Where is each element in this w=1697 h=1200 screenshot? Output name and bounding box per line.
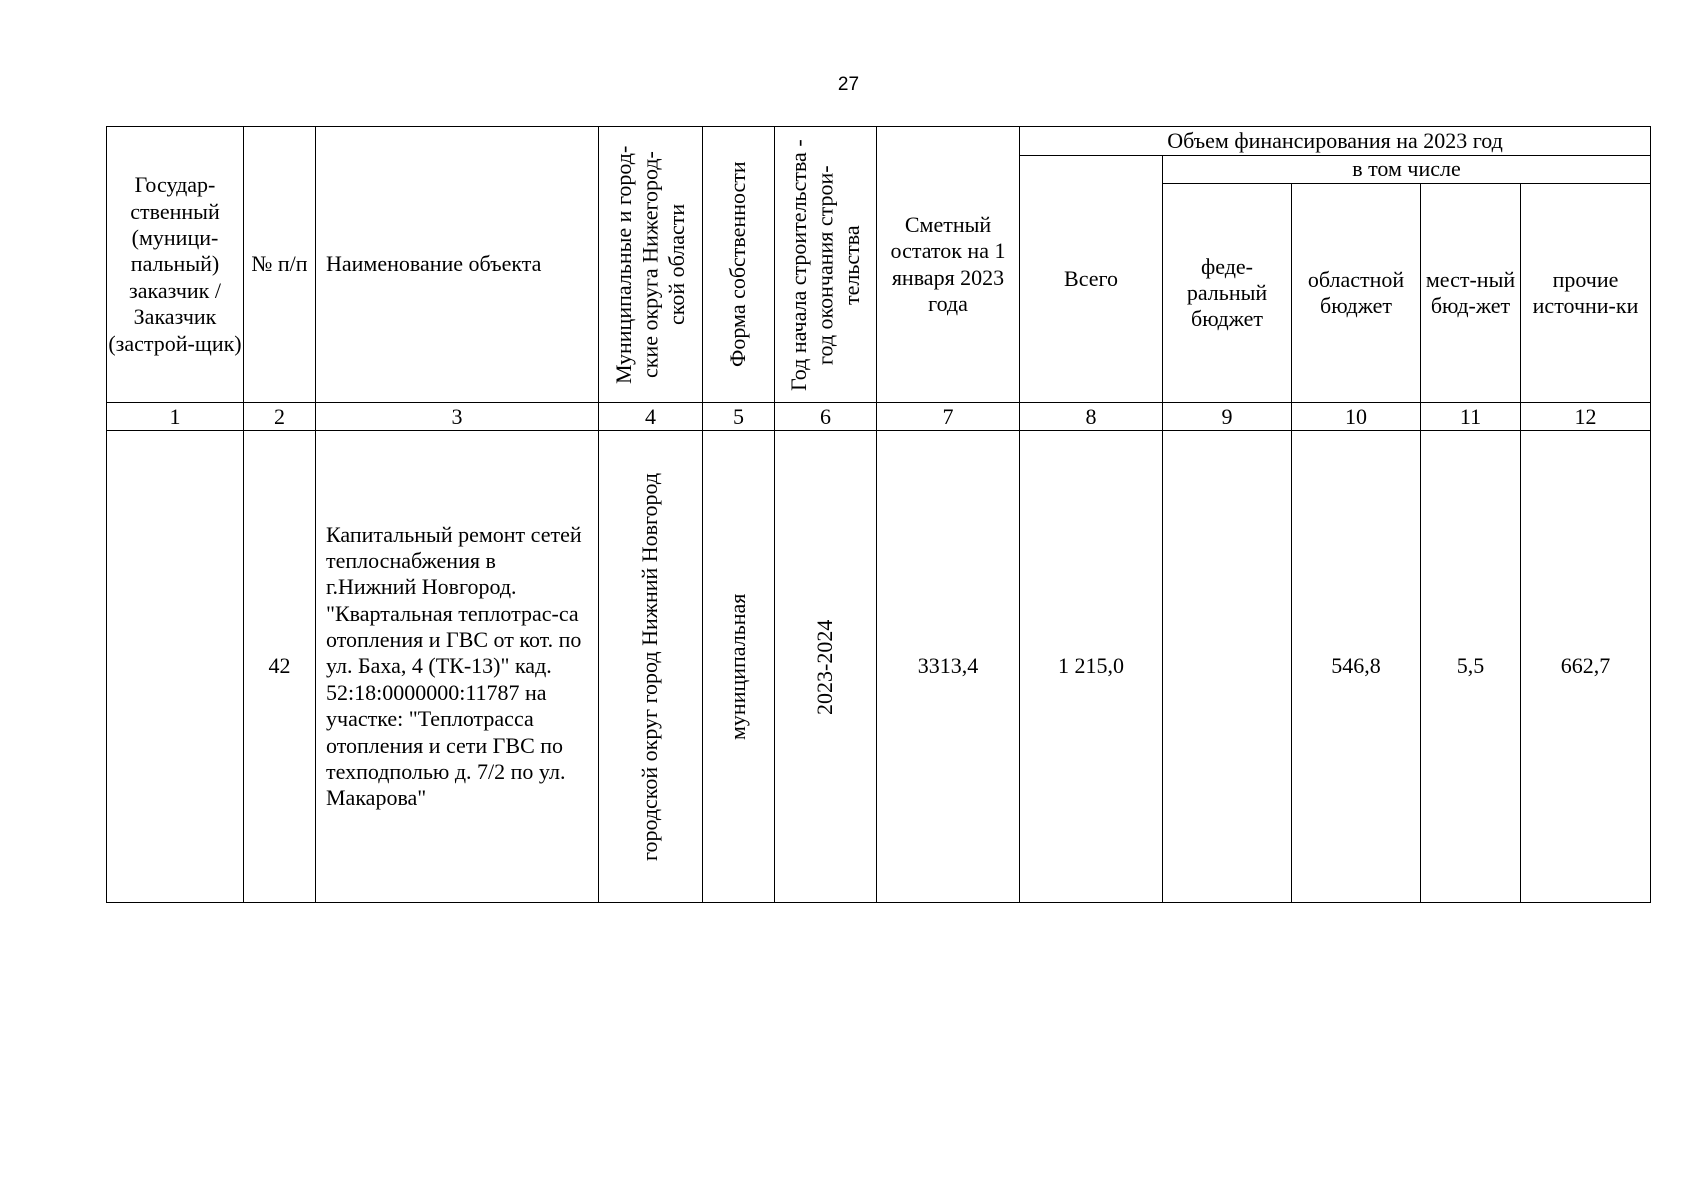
header-years-text: Год начала строительства - год окончания строи-тельства — [785, 138, 864, 391]
column-number: 1 — [107, 403, 244, 431]
cell-years-text: 2023-2024 — [812, 619, 838, 715]
table-row — [107, 431, 1651, 903]
cell-regional: 546,8 — [1292, 431, 1421, 903]
header-other: прочие источни-ки — [1521, 184, 1651, 403]
header-total: Всего — [1020, 156, 1163, 403]
header-object-name: Наименование объекта — [316, 127, 599, 403]
cell-ownership — [703, 431, 775, 903]
cell-municipality-text: городской округ город Нижний Новгород — [637, 472, 663, 861]
header-regional: областной бюджет — [1292, 184, 1421, 403]
column-number: 7 — [877, 403, 1020, 431]
header-municipality-text: Муниципальные и город-ские округа Нижегород-ской области — [610, 145, 689, 384]
column-numbers-row — [107, 403, 1651, 431]
header-federal: феде-ральный бюджет — [1163, 184, 1292, 403]
cell-ownership-text: муниципальная — [725, 593, 751, 740]
header-customer: Государ-ственный (муници-пальный) заказчик / Заказчик (застрой-щик) — [107, 127, 244, 403]
column-number: 4 — [599, 403, 703, 431]
page-number: 27 — [837, 74, 860, 95]
column-number: 11 — [1421, 403, 1521, 431]
header-municipality — [599, 127, 703, 403]
column-number: 6 — [775, 403, 877, 431]
column-number: 10 — [1292, 403, 1421, 431]
header-estimated-balance: Сметный остаток на 1 января 2023 года — [877, 127, 1020, 403]
header-ownership — [703, 127, 775, 403]
cell-object-name: Капитальный ремонт сетей теплоснабжения в г.Нижний Новгород. "Квартальная теплотрас-са отопления и ГВС от кот. по ул. Баха, 4 (ТК-13)" кад. 52:18:0000000:11787 на участке: "Теплотрасса отопления и сети ГВС по техподполью д. 7/2 по ул. Макарова" — [316, 431, 599, 903]
cell-estimated-balance: 3313,4 — [877, 431, 1020, 903]
column-number: 3 — [316, 403, 599, 431]
column-number: 2 — [244, 403, 316, 431]
cell-number: 42 — [244, 431, 316, 903]
cell-total: 1 215,0 — [1020, 431, 1163, 903]
cell-local: 5,5 — [1421, 431, 1521, 903]
cell-federal — [1163, 431, 1292, 903]
cell-municipality — [599, 431, 703, 903]
header-local: мест-ный бюд-жет — [1421, 184, 1521, 403]
header-row-1 — [107, 127, 1651, 156]
cell-years — [775, 431, 877, 903]
cell-other: 662,7 — [1521, 431, 1651, 903]
column-number: 5 — [703, 403, 775, 431]
column-number: 8 — [1020, 403, 1163, 431]
header-number: № п/п — [244, 127, 316, 403]
column-number: 9 — [1163, 403, 1292, 431]
header-ownership-text: Форма собственности — [725, 161, 751, 368]
header-funding-group: Объем финансирования на 2023 год — [1020, 127, 1651, 156]
header-including: в том числе — [1163, 156, 1651, 184]
financing-table — [106, 126, 1651, 903]
header-years — [775, 127, 877, 403]
cell-customer — [107, 431, 244, 903]
column-number: 12 — [1521, 403, 1651, 431]
